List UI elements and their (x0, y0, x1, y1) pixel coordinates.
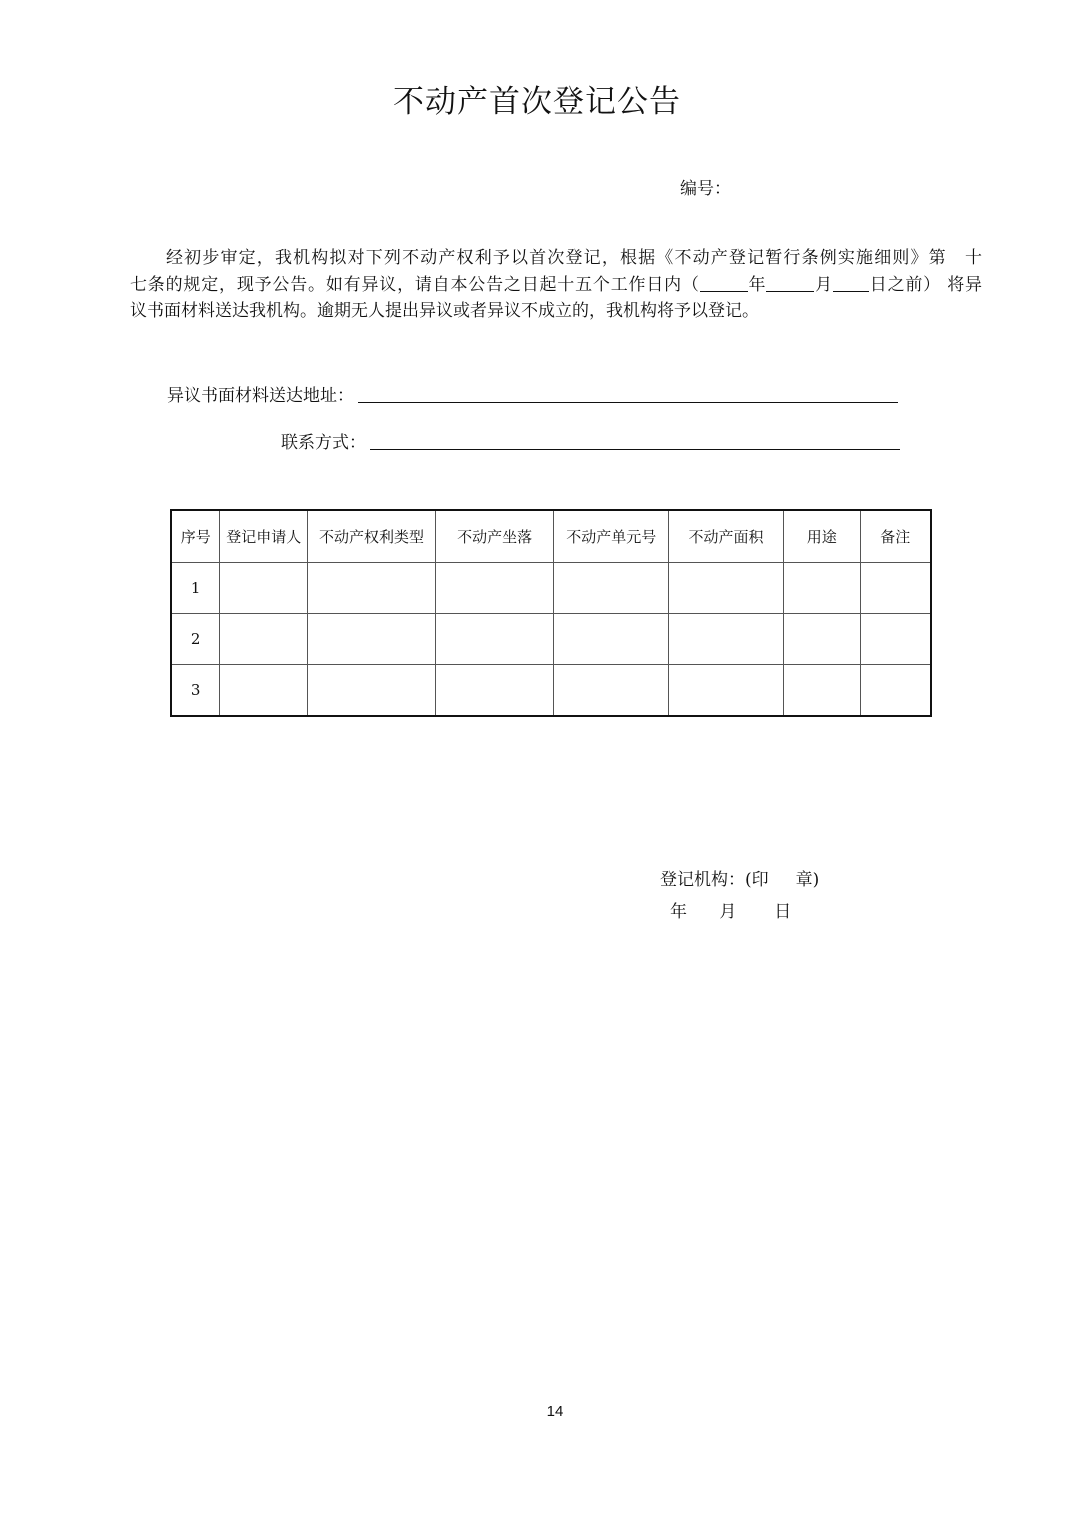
month-label: 月 (814, 274, 833, 295)
cell-applicant (220, 614, 308, 665)
cell-right-type (308, 614, 436, 665)
contact-field (281, 428, 900, 453)
table-row (171, 665, 931, 717)
cell-applicant (220, 563, 308, 614)
day-blank (833, 275, 869, 292)
address-label: 异议书面材料送达地址： (167, 386, 354, 406)
row-index: 3 (171, 665, 220, 717)
cell-location (435, 665, 554, 717)
page-title: 不动产首次登记公告 (393, 84, 681, 120)
cell-area (669, 665, 784, 717)
address-field (167, 381, 898, 406)
header-applicant: 登记申请人 (220, 510, 308, 563)
row-index: 2 (171, 614, 220, 665)
registration-org-label: 登记机构：(印 章) (660, 870, 820, 890)
notice-line-3: 议书面材料送达我机构。逾期无人提出异议或者异议不成立的，我机构将予以登记。 (130, 301, 759, 321)
cell-unit-number (554, 665, 669, 717)
property-table (170, 509, 932, 717)
year-label: 年 (747, 274, 767, 295)
notice-paragraph (130, 245, 982, 325)
cell-unit-number (554, 563, 669, 614)
header-right-type: 不动产权利类型 (308, 510, 436, 563)
cell-usage (783, 563, 860, 614)
table-row (171, 563, 931, 614)
cell-area (669, 614, 784, 665)
contact-blank-line (370, 448, 900, 450)
cell-area (669, 563, 784, 614)
page-number: 14 (546, 1403, 564, 1420)
table-row (171, 614, 931, 665)
cell-location (435, 563, 554, 614)
header-location: 不动产坐落 (435, 510, 554, 563)
cell-applicant (220, 665, 308, 717)
contact-label: 联系方式： (281, 433, 366, 453)
notice-line-2-start: 七条的规定，现予公告。如有异议，请自本公告之日起十五个工作日内（ (130, 274, 700, 295)
header-remarks: 备注 (860, 510, 931, 563)
month-blank (766, 275, 814, 292)
cell-right-type (308, 665, 436, 717)
row-index: 1 (171, 563, 220, 614)
notice-line-2-end: 日之前） 将异 (868, 274, 983, 295)
table-header-row (171, 510, 931, 563)
cell-remarks (860, 563, 931, 614)
notice-line-1: 经初步审定，我机构拟对下列不动产权利予以首次登记，根据《不动产登记暂行条例实施细则》第 十 (166, 248, 982, 268)
notice-line-2 (130, 272, 982, 299)
cell-unit-number (554, 614, 669, 665)
header-index: 序号 (171, 510, 220, 563)
date-line: 年 月 日 (670, 902, 792, 922)
cell-location (435, 614, 554, 665)
address-blank-line (358, 401, 898, 403)
cell-remarks (860, 665, 931, 717)
cell-remarks (860, 614, 931, 665)
cell-right-type (308, 563, 436, 614)
serial-number-label: 编号： (680, 179, 731, 199)
cell-usage (783, 665, 860, 717)
year-blank (700, 275, 748, 292)
header-usage: 用途 (783, 510, 860, 563)
cell-usage (783, 614, 860, 665)
header-area: 不动产面积 (669, 510, 784, 563)
header-unit-number: 不动产单元号 (554, 510, 669, 563)
